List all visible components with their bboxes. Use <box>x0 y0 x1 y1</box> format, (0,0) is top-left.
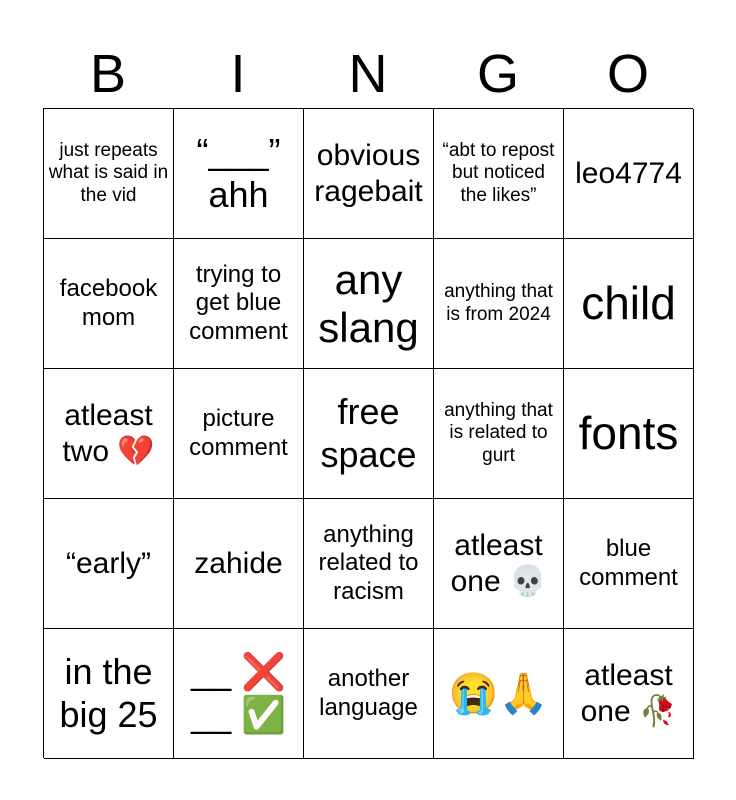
bingo-cell[interactable] <box>564 109 694 239</box>
cell-text: obvious ragebait <box>314 139 423 208</box>
header-letter-g: G <box>476 44 519 104</box>
cell-text: picture comment <box>189 405 288 461</box>
cell-text: facebook mom <box>59 275 158 331</box>
bingo-cell[interactable] <box>304 109 434 239</box>
bingo-cell[interactable] <box>174 239 304 369</box>
bingo-cell[interactable] <box>434 239 564 369</box>
cell-text: another language <box>319 665 418 721</box>
cell-text: atleast one 💀 <box>450 529 547 598</box>
cell-text: any slang <box>318 256 419 351</box>
bingo-cell[interactable] <box>304 369 434 499</box>
header-letter-b: B <box>89 44 127 104</box>
cell-text: “early” <box>65 546 151 580</box>
bingo-cell[interactable] <box>304 239 434 369</box>
cell-text: anything that is from 2024 <box>444 281 553 325</box>
cell-text: “abt to repost but noticed the likes” <box>442 139 555 206</box>
cell-text: trying to get blue comment <box>189 261 288 345</box>
cell-text: atleast one 🥀 <box>580 659 677 728</box>
cell-text: __ ❌ __ ✅ <box>191 651 286 735</box>
bingo-cell[interactable] <box>174 109 304 239</box>
cell-text: leo4774 <box>575 156 682 190</box>
bingo-cell[interactable] <box>304 629 434 759</box>
bingo-cell[interactable] <box>564 369 694 499</box>
cell-text: free space <box>320 391 417 475</box>
bingo-cell[interactable] <box>44 109 174 239</box>
cell-text: anything that is related to gurt <box>444 399 553 466</box>
bingo-grid <box>43 108 693 758</box>
bingo-cell[interactable] <box>434 629 564 759</box>
cell-text: anything related to racism <box>318 521 419 605</box>
bingo-cell[interactable] <box>564 239 694 369</box>
cell-text: in the big 25 <box>59 651 158 735</box>
header-letter-i: I <box>230 44 246 104</box>
bingo-cell[interactable] <box>44 369 174 499</box>
header-letter-n: N <box>348 44 388 104</box>
cell-text: fonts <box>578 407 679 460</box>
cell-text: “___” ahh <box>196 131 281 215</box>
bingo-cell[interactable] <box>434 369 564 499</box>
cell-text: child <box>581 277 676 330</box>
bingo-cell[interactable] <box>174 499 304 629</box>
bingo-cell[interactable] <box>434 109 564 239</box>
cell-text: just repeats what is said in the vid <box>48 139 169 206</box>
bingo-cell[interactable] <box>434 499 564 629</box>
cell-text: atleast two 💔 <box>62 399 155 468</box>
bingo-header <box>43 40 693 108</box>
bingo-cell[interactable] <box>564 629 694 759</box>
bingo-cell[interactable] <box>44 629 174 759</box>
bingo-cell[interactable] <box>174 629 304 759</box>
bingo-cell[interactable] <box>304 499 434 629</box>
bingo-cell[interactable] <box>564 499 694 629</box>
bingo-cell[interactable] <box>44 239 174 369</box>
cell-text: blue comment <box>579 535 678 591</box>
header-letter-o: O <box>606 44 649 104</box>
cell-text: 😭🙏 <box>448 671 549 716</box>
bingo-cell[interactable] <box>174 369 304 499</box>
bingo-cell[interactable] <box>44 499 174 629</box>
cell-text: zahide <box>194 546 283 580</box>
